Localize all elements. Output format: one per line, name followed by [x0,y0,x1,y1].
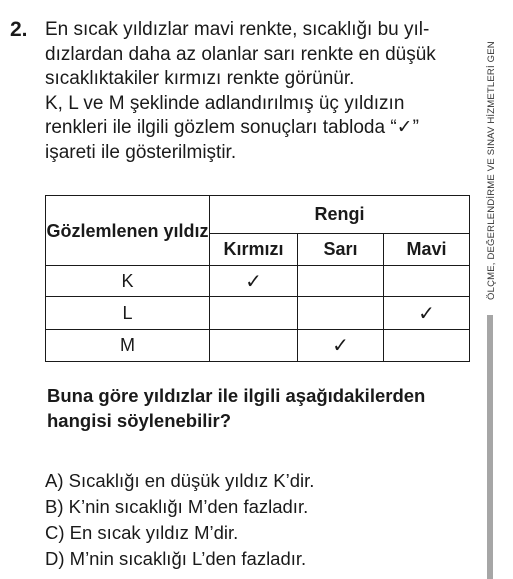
option-c[interactable]: C) En sıcak yıldız M’dir. [45,522,239,543]
check-mark [210,330,298,362]
option-d[interactable]: D) M’nin sıcaklığı L’den fazladır. [45,548,307,569]
star-label: L [46,297,210,330]
check-mark: ✓ [298,330,384,362]
question-number: 2. [10,18,28,41]
header-color-blue: Mavi [384,234,470,266]
publisher-sidebar-text: ÖLÇME, DEĞERLENDİRME VE SINAV HİZMETLERİ GEN [486,41,497,300]
prompt-line: hangisi söylenebilir? [47,410,232,431]
stem-line: K, L ve M şeklinde adlandırılmış üç yıldızın [45,92,405,114]
star-label: K [46,266,210,297]
header-color-group: Rengi [210,196,470,234]
check-mark [384,330,470,362]
check-mark [210,297,298,330]
star-label: M [46,330,210,362]
prompt-line: Buna göre yıldızlar ile ilgili aşağıdakilerden [47,385,426,406]
observation-table [45,195,470,362]
question-stem [45,18,473,165]
header-observed-star: Gözlemlenen yıldız [46,196,210,266]
check-mark: ✓ [384,297,470,330]
check-mark [384,266,470,297]
table-row [46,330,470,362]
header-color-yellow: Sarı [298,234,384,266]
stem-line: dızlardan daha az olanlar sarı renkte en düşük [45,43,436,65]
option-a[interactable]: A) Sıcaklığı en düşük yıldız K’dir. [45,470,315,491]
check-mark [298,266,384,297]
stem-line: sıcaklıktakiler kırmızı renkte görünür. [45,68,355,89]
check-mark [298,297,384,330]
table-row [46,297,470,330]
table-row [46,266,470,297]
stem-line: En sıcak yıldızlar mavi renkte, sıcaklığı bu yıl- [45,19,430,40]
stem-line: işareti ile gösterilmiştir. [45,141,237,163]
question-prompt [47,383,487,433]
stem-line: renkleri ile ilgili gözlem sonuçları tabloda “✓” [45,117,419,138]
answer-options [45,468,314,572]
option-b[interactable]: B) K’nin sıcaklığı M’den fazladır. [45,496,309,517]
sidebar-bar [487,315,493,579]
check-mark: ✓ [210,266,298,297]
header-color-red: Kırmızı [210,234,298,266]
